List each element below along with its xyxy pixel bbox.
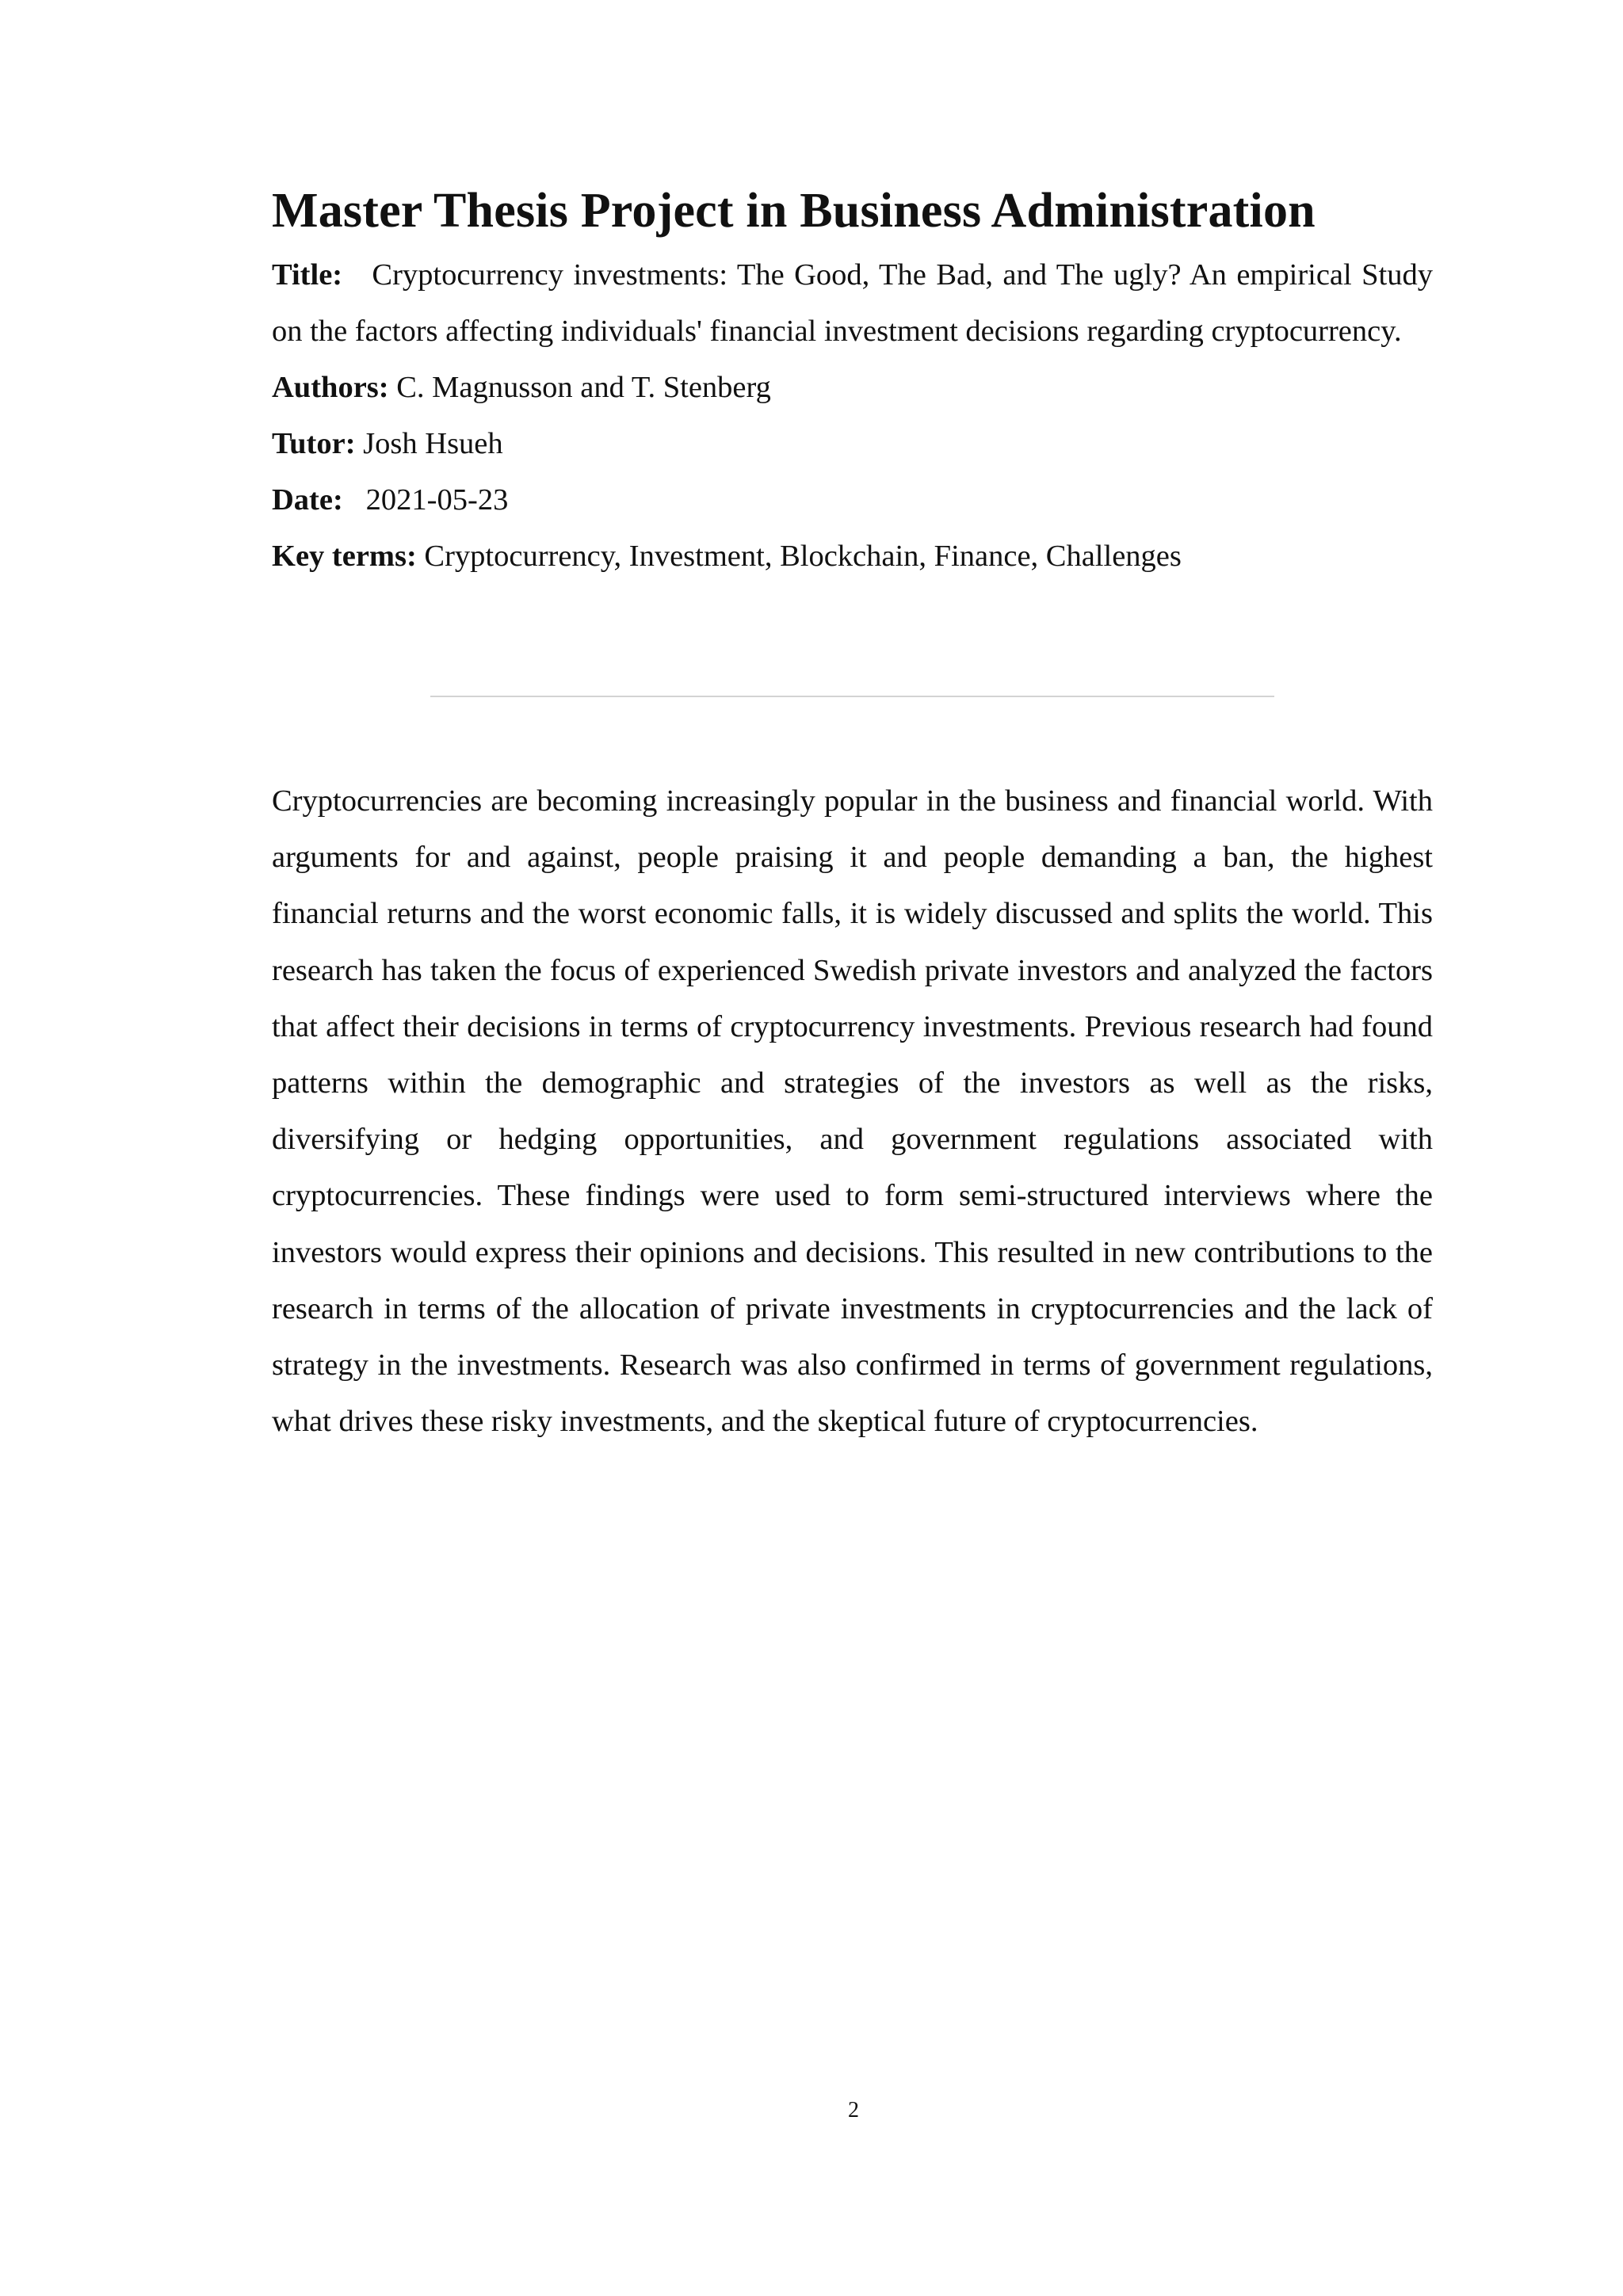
divider-line [430,696,1274,697]
tutor-value: Josh Hsueh [363,427,503,461]
page-title: Master Thesis Project in Business Administration [272,184,1316,238]
date-label: Date: [272,483,343,517]
thesis-metadata [272,247,1433,585]
header-section [272,184,1433,585]
abstract-paragraph: Cryptocurrencies are becoming increasingly popular in the business and financial world. With arguments for and against, people praising it and people demanding a ban, the highest financial returns and the worst economic falls, it is widely discussed and splits the world. This research has taken the focus of experienced Swedish private investors and analyzed the factors that affect their decisions in terms of cryptocurrency investments. Previous research had found patterns within the demographic and strategies of the investors as well as the risks, diversifying or hedging opportunities, and government regulations associated with cryptocurrencies. These findings were used to form semi-structured interviews where the investors would express their opinions and decisions. This resulted in new contributions to the research in terms of the allocation of private investments in cryptocurrencies and the lack of strategy in the investments. Research was also confirmed in terms of government regulations, what drives these risky investments, and the skeptical future of cryptocurrencies. [272,784,1433,1439]
authors-value: C. Magnusson and T. Stenberg [396,371,771,405]
authors-label: Authors: [272,371,389,405]
date-row [272,472,1433,528]
tutor-label: Tutor: [272,427,356,461]
tutor-row [272,416,1433,472]
key-terms-value: Cryptocurrency, Investment, Blockchain, Finance, Challenges [424,540,1182,574]
key-terms-row [272,528,1433,585]
date-value: 2021-05-23 [365,483,509,517]
title-row [272,247,1433,360]
title-label: Title: [272,258,343,292]
title-value: Cryptocurrency investments: The Good, The Bad, and The ugly? An empirical Study on the factors affecting individuals' financial investment decisions regarding cryptocurrency. [272,258,1434,349]
authors-row [272,360,1433,416]
page-number: 2 [848,2098,859,2122]
key-terms-label: Key terms: [272,540,417,574]
